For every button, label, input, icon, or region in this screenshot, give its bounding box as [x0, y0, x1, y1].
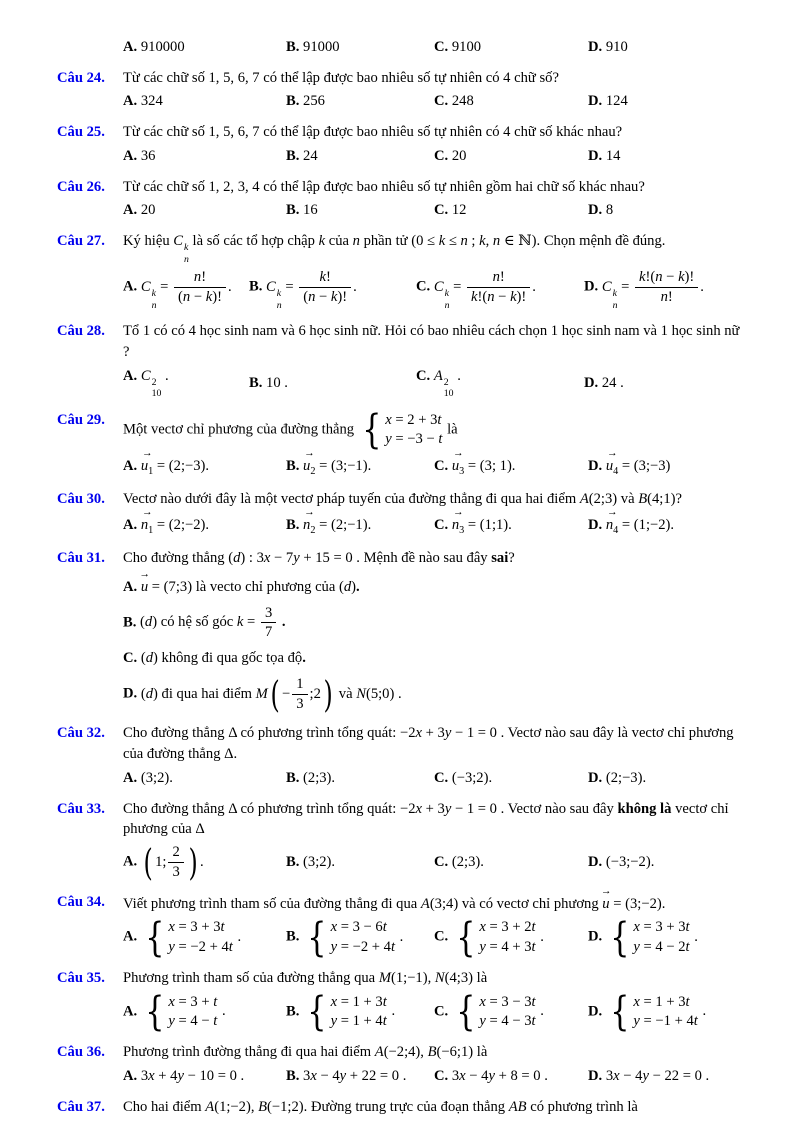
question-label: Câu 27.	[57, 233, 105, 250]
option-key: D.	[588, 928, 603, 945]
question-item	[57, 489, 748, 538]
question-body	[123, 968, 748, 1035]
option-text: { x = 1 + 3t y = 1 + 4t .	[307, 988, 396, 1035]
question-body	[123, 1097, 748, 1118]
option-item	[434, 513, 588, 538]
option-key: A.	[123, 928, 138, 945]
option-key: A.	[123, 147, 138, 164]
option-text: 3x + 4y − 10 = 0 .	[140, 1067, 245, 1084]
option-item	[286, 91, 434, 112]
option-key: D.	[588, 147, 603, 164]
question-body	[123, 321, 748, 400]
option-item	[286, 37, 434, 58]
option-key: D.	[588, 854, 603, 870]
question-body	[123, 407, 748, 479]
option-item	[286, 513, 434, 538]
options-row	[123, 366, 748, 400]
question-item	[57, 122, 748, 166]
option-item	[123, 768, 286, 789]
option-key: B.	[286, 1067, 300, 1084]
option-text: C k n = $\frac{k!(n - k)!}{n!}$ .	[601, 269, 704, 311]
option-item	[123, 672, 748, 716]
option-item	[123, 146, 286, 167]
option-key: A.	[123, 279, 138, 296]
option-key: C.	[434, 516, 449, 533]
option-text: 20	[451, 147, 467, 164]
question-label: Câu 25.	[57, 124, 105, 141]
question-label: Câu 30.	[57, 491, 105, 508]
option-text: 12	[451, 202, 467, 219]
option-key: D.	[123, 685, 138, 702]
option-key: D.	[588, 1003, 603, 1020]
question-label: Câu 35.	[57, 969, 105, 986]
option-item	[123, 1066, 286, 1087]
option-item	[434, 200, 588, 221]
option-key: A.	[123, 578, 138, 595]
question-label: Câu 34.	[57, 893, 105, 910]
option-text: 248	[451, 93, 474, 110]
option-item	[123, 37, 286, 58]
option-item	[286, 454, 434, 479]
option-text: (−3;−2).	[605, 854, 655, 870]
option-text: { x = 3 + 3t y = 4 − 2t .	[610, 914, 698, 961]
option-item	[286, 852, 434, 873]
option-item	[123, 200, 286, 221]
question-label: Câu 37.	[57, 1098, 105, 1115]
option-key: D.	[588, 1067, 603, 1084]
option-text: → u = (7;3) là vecto chỉ phương của (d).	[141, 579, 360, 595]
option-text: 910000	[140, 39, 185, 55]
option-key: B.	[286, 928, 300, 945]
option-key: C.	[434, 147, 449, 164]
question-item	[57, 231, 748, 311]
option-key: A.	[123, 1003, 138, 1020]
option-key: A.	[123, 367, 138, 384]
option-item	[123, 914, 286, 961]
option-key: B.	[286, 1003, 300, 1020]
options-row	[123, 768, 748, 789]
option-item	[123, 604, 748, 643]
option-text: 91000	[303, 39, 340, 55]
option-text: { x = 3 − 3t y = 4 − 3t .	[456, 988, 544, 1035]
option-item	[434, 768, 588, 789]
option-key: D.	[584, 279, 599, 296]
option-text: → $n_2$ = (2;−1).	[303, 517, 371, 533]
option-key: B.	[286, 202, 300, 219]
option-item	[434, 988, 588, 1035]
option-item	[416, 366, 584, 400]
options-row	[123, 914, 748, 961]
option-key: A.	[123, 769, 138, 786]
question-item	[57, 407, 748, 479]
option-text: (d) có hệ số góc k = $\frac{3}{7}$ .	[140, 604, 286, 641]
option-text: (2;3).	[451, 854, 484, 870]
option-key: C.	[434, 1003, 449, 1020]
option-item	[123, 454, 286, 479]
options-row	[123, 200, 748, 221]
option-key: C.	[434, 93, 449, 110]
question-body	[123, 177, 748, 221]
option-text: { x = 3 + 2t y = 4 + 3t .	[456, 914, 544, 961]
option-key: B.	[286, 769, 300, 786]
option-item	[588, 768, 748, 789]
option-text: 124	[605, 93, 628, 110]
question-body	[123, 723, 748, 788]
option-key: C.	[434, 854, 449, 870]
option-item	[286, 768, 434, 789]
option-item	[286, 200, 434, 221]
option-key: D.	[588, 39, 603, 55]
option-key: C.	[434, 202, 449, 219]
question-label: Câu 31.	[57, 550, 105, 567]
option-text: 3x − 4y + 22 = 0 .	[303, 1067, 407, 1084]
question-stem: Cho đường thẳng Δ có phương trình tổng quát: −2x + 3y − 1 = 0 . Vectơ nào sau đây không là vectơ chỉ phương của Δ	[123, 800, 729, 838]
option-key: C.	[434, 457, 449, 474]
question-stem: Một vectơ chỉ phương của đường thẳng { x = 2 + 3t y = −3 − t là	[123, 407, 458, 454]
option-key: D.	[584, 374, 599, 391]
option-item	[588, 852, 748, 873]
option-text: (d) không đi qua gốc tọa độ.	[140, 650, 306, 667]
question-stem: Từ các chữ số 1, 2, 3, 4 có thể lập được bao nhiêu số tự nhiên gồm hai chữ số khác nhau?	[123, 178, 645, 195]
option-item	[286, 146, 434, 167]
option-item	[584, 268, 748, 311]
option-key: A.	[123, 516, 138, 533]
option-key: B.	[286, 147, 300, 164]
option-item	[434, 454, 588, 479]
option-key: D.	[588, 769, 603, 786]
option-key: D.	[588, 457, 603, 474]
option-text: (3;2).	[140, 769, 173, 786]
question-body	[123, 548, 748, 716]
options-row	[123, 1066, 748, 1087]
option-item	[123, 513, 286, 538]
options-row	[123, 37, 748, 58]
option-item	[123, 91, 286, 112]
option-item	[249, 268, 416, 311]
option-text: → $u_2$ = (3;−1).	[303, 458, 371, 474]
question-stem: Từ các chữ số 1, 5, 6, 7 có thể lập được bao nhiêu số tự nhiên có 4 chữ số khác nhau?	[123, 124, 623, 141]
option-text: A 2 10 .	[433, 367, 461, 400]
option-text: 16	[303, 202, 318, 219]
option-item	[123, 648, 748, 669]
option-key: B.	[286, 854, 300, 870]
option-text: (3;2).	[303, 854, 336, 870]
question-label: Câu 29.	[57, 412, 105, 429]
option-key: C.	[434, 928, 449, 945]
option-key: D.	[588, 93, 603, 110]
option-key: D.	[588, 516, 603, 533]
option-item	[588, 988, 748, 1035]
option-text: 14	[605, 147, 621, 164]
option-text: ( 1; 2 3 ) .	[143, 840, 204, 884]
option-item	[588, 146, 748, 167]
question-body	[123, 1042, 748, 1086]
option-item	[588, 1066, 748, 1087]
option-key: B.	[286, 93, 300, 110]
option-item	[588, 513, 748, 538]
option-text: 324	[140, 93, 163, 110]
option-key: A.	[123, 93, 138, 110]
question-stem: Phương trình đường thẳng đi qua hai điểm A(−2;4), B(−6;1) là	[123, 1044, 488, 1061]
options-row	[123, 575, 748, 714]
question-item	[57, 968, 748, 1035]
option-item	[286, 914, 434, 961]
question-label: Câu 26.	[57, 178, 105, 195]
option-key: C.	[123, 650, 138, 667]
question-body	[123, 231, 748, 311]
option-key: C.	[434, 39, 449, 55]
option-text: → $u_4$ = (3;−3)	[606, 458, 671, 474]
question-body	[123, 799, 748, 882]
option-text: → $n_3$ = (1;1).	[452, 517, 512, 533]
question-label: Câu 24.	[57, 69, 105, 86]
option-item	[584, 373, 748, 394]
option-text: 256	[303, 93, 325, 110]
option-item	[434, 1066, 588, 1087]
question-stem: Cho đường thẳng Δ có phương trình tổng quát: −2x + 3y − 1 = 0 . Vectơ nào sau đây là vectơ chỉ phương của đường thẳng Δ.	[123, 725, 734, 763]
option-text: → $n_1$ = (2;−2).	[141, 517, 209, 533]
question-body	[123, 68, 748, 112]
question-label: Câu 28.	[57, 323, 105, 340]
options-row	[123, 146, 748, 167]
option-text: { x = 3 − 6t y = −2 + 4t .	[307, 914, 404, 961]
option-text: (−3;2).	[451, 769, 493, 786]
option-item	[123, 268, 249, 311]
option-item	[123, 366, 249, 400]
option-key: A.	[123, 457, 138, 474]
option-item	[588, 454, 748, 479]
question-body	[123, 122, 748, 166]
options-row	[123, 840, 748, 884]
options-row	[123, 91, 748, 112]
option-item	[588, 91, 748, 112]
option-item	[123, 840, 286, 884]
option-key: B.	[286, 39, 300, 55]
option-text: → $u_3 = (3$; 1).	[452, 458, 516, 474]
option-item	[249, 373, 416, 394]
option-key: C.	[434, 1067, 449, 1084]
question-stem: Viết phương trình tham số của đường thẳng đi qua A(3;4) và có vectơ chỉ phương → u = (3;−2).	[123, 892, 748, 915]
question-list	[57, 34, 748, 1117]
option-text: 8	[605, 202, 614, 219]
question-item	[57, 321, 748, 400]
option-text: C k n = $\frac{k!}{(n - k)!}$ .	[266, 269, 357, 311]
options-row	[123, 988, 748, 1035]
question-body	[123, 892, 748, 961]
options-row	[123, 268, 748, 311]
option-text: { x = 1 + 3t y = −1 + 4t .	[610, 988, 707, 1035]
question-label: Câu 32.	[57, 725, 105, 742]
option-text: 3x − 4y + 8 = 0 .	[451, 1067, 548, 1084]
option-item	[123, 988, 286, 1035]
option-item	[123, 575, 748, 598]
option-key: B.	[286, 457, 300, 474]
options-row	[123, 513, 748, 538]
question-body	[123, 489, 748, 538]
question-stem: Phương trình tham số của đường thẳng qua M(1;−1), N(4;3) là	[123, 969, 488, 986]
option-key: B.	[286, 516, 300, 533]
option-text: (d) đi qua hai điểm M ( − 1 3 ;2 ) và N(5;0) .	[140, 672, 402, 716]
option-key: A.	[123, 202, 138, 219]
option-text: 20	[140, 202, 156, 219]
option-text: → $n_4$ = (1;−2).	[606, 517, 674, 533]
option-item	[588, 914, 748, 961]
question-item	[57, 799, 748, 882]
question-label: Câu 33.	[57, 800, 105, 817]
option-key: B.	[249, 374, 263, 391]
question-item	[57, 1042, 748, 1086]
question-stem: Cho hai điểm A(1;−2), B(−1;2). Đường trung trực của đoạn thẳng AB có phương trình là	[123, 1098, 638, 1115]
option-text: 10 .	[266, 374, 288, 391]
question-body	[123, 34, 748, 58]
option-item	[434, 914, 588, 961]
option-text: C 2 10 .	[140, 367, 169, 400]
option-text: 24 .	[601, 374, 624, 391]
question-stem: Từ các chữ số 1, 5, 6, 7 có thể lập được bao nhiêu số tự nhiên có 4 chữ số?	[123, 69, 559, 86]
question-stem: Ký hiệu C k n là số các tổ hợp chập k của n phần tử (0 ≤ k ≤ n ; k, n ∈ ℕ). Chọn mệnh đề đúng.	[123, 233, 666, 265]
question-item	[57, 68, 748, 112]
option-key: A.	[123, 853, 138, 870]
option-item	[416, 268, 584, 311]
question-label: Câu 36.	[57, 1044, 105, 1061]
options-row	[123, 454, 748, 479]
option-item	[434, 37, 588, 58]
question-item	[57, 177, 748, 221]
option-text: 3x − 4y − 22 = 0 .	[605, 1067, 710, 1084]
option-key: C.	[434, 769, 449, 786]
question-stem: Cho đường thẳng (d) : 3x − 7y + 15 = 0 . Mệnh đề nào sau đây sai?	[123, 550, 515, 567]
question-stem: Vectơ nào dưới đây là một vectơ pháp tuyến của đường thẳng đi qua hai điểm A(2;3) và B(4;1)?	[123, 491, 682, 508]
option-item	[434, 146, 588, 167]
option-text: 36	[140, 147, 156, 164]
option-text: 910	[605, 39, 628, 55]
option-text: (2;−3).	[605, 769, 647, 786]
option-text: 24	[303, 147, 318, 164]
option-text: { x = 3 + 3t y = −2 + 4t .	[145, 914, 242, 961]
option-key: C.	[416, 367, 431, 384]
question-item	[57, 892, 748, 961]
option-item	[588, 200, 748, 221]
option-text: → $u_1$ = (2;−3).	[141, 458, 209, 474]
question-item	[57, 723, 748, 788]
option-text: C k n = $\frac{n!}{(n - k)!}$ .	[140, 269, 232, 311]
option-item	[588, 37, 748, 58]
option-text: { x = 3 + t y = 4 − t .	[145, 988, 226, 1035]
option-key: B.	[123, 614, 137, 631]
question-stem: Tổ 1 có có 4 học sinh nam và 6 học sinh nữ. Hỏi có bao nhiêu cách chọn 1 học sinh nam và 1 học sinh nữ ?	[123, 323, 740, 361]
option-item	[286, 988, 434, 1035]
question-item	[57, 548, 748, 716]
question-item	[57, 1097, 748, 1118]
option-text: C k n = $\frac{n!}{k!(n - k)!}$ .	[433, 269, 536, 311]
option-key: A.	[123, 1067, 138, 1084]
question-item	[57, 34, 748, 58]
option-key: C.	[416, 279, 431, 296]
option-item	[434, 91, 588, 112]
option-text: (2;3).	[303, 769, 336, 786]
option-key: B.	[249, 279, 263, 296]
option-item	[434, 852, 588, 873]
option-text: 9100	[451, 39, 482, 55]
option-item	[286, 1066, 434, 1087]
option-key: D.	[588, 202, 603, 219]
option-key: A.	[123, 39, 138, 55]
